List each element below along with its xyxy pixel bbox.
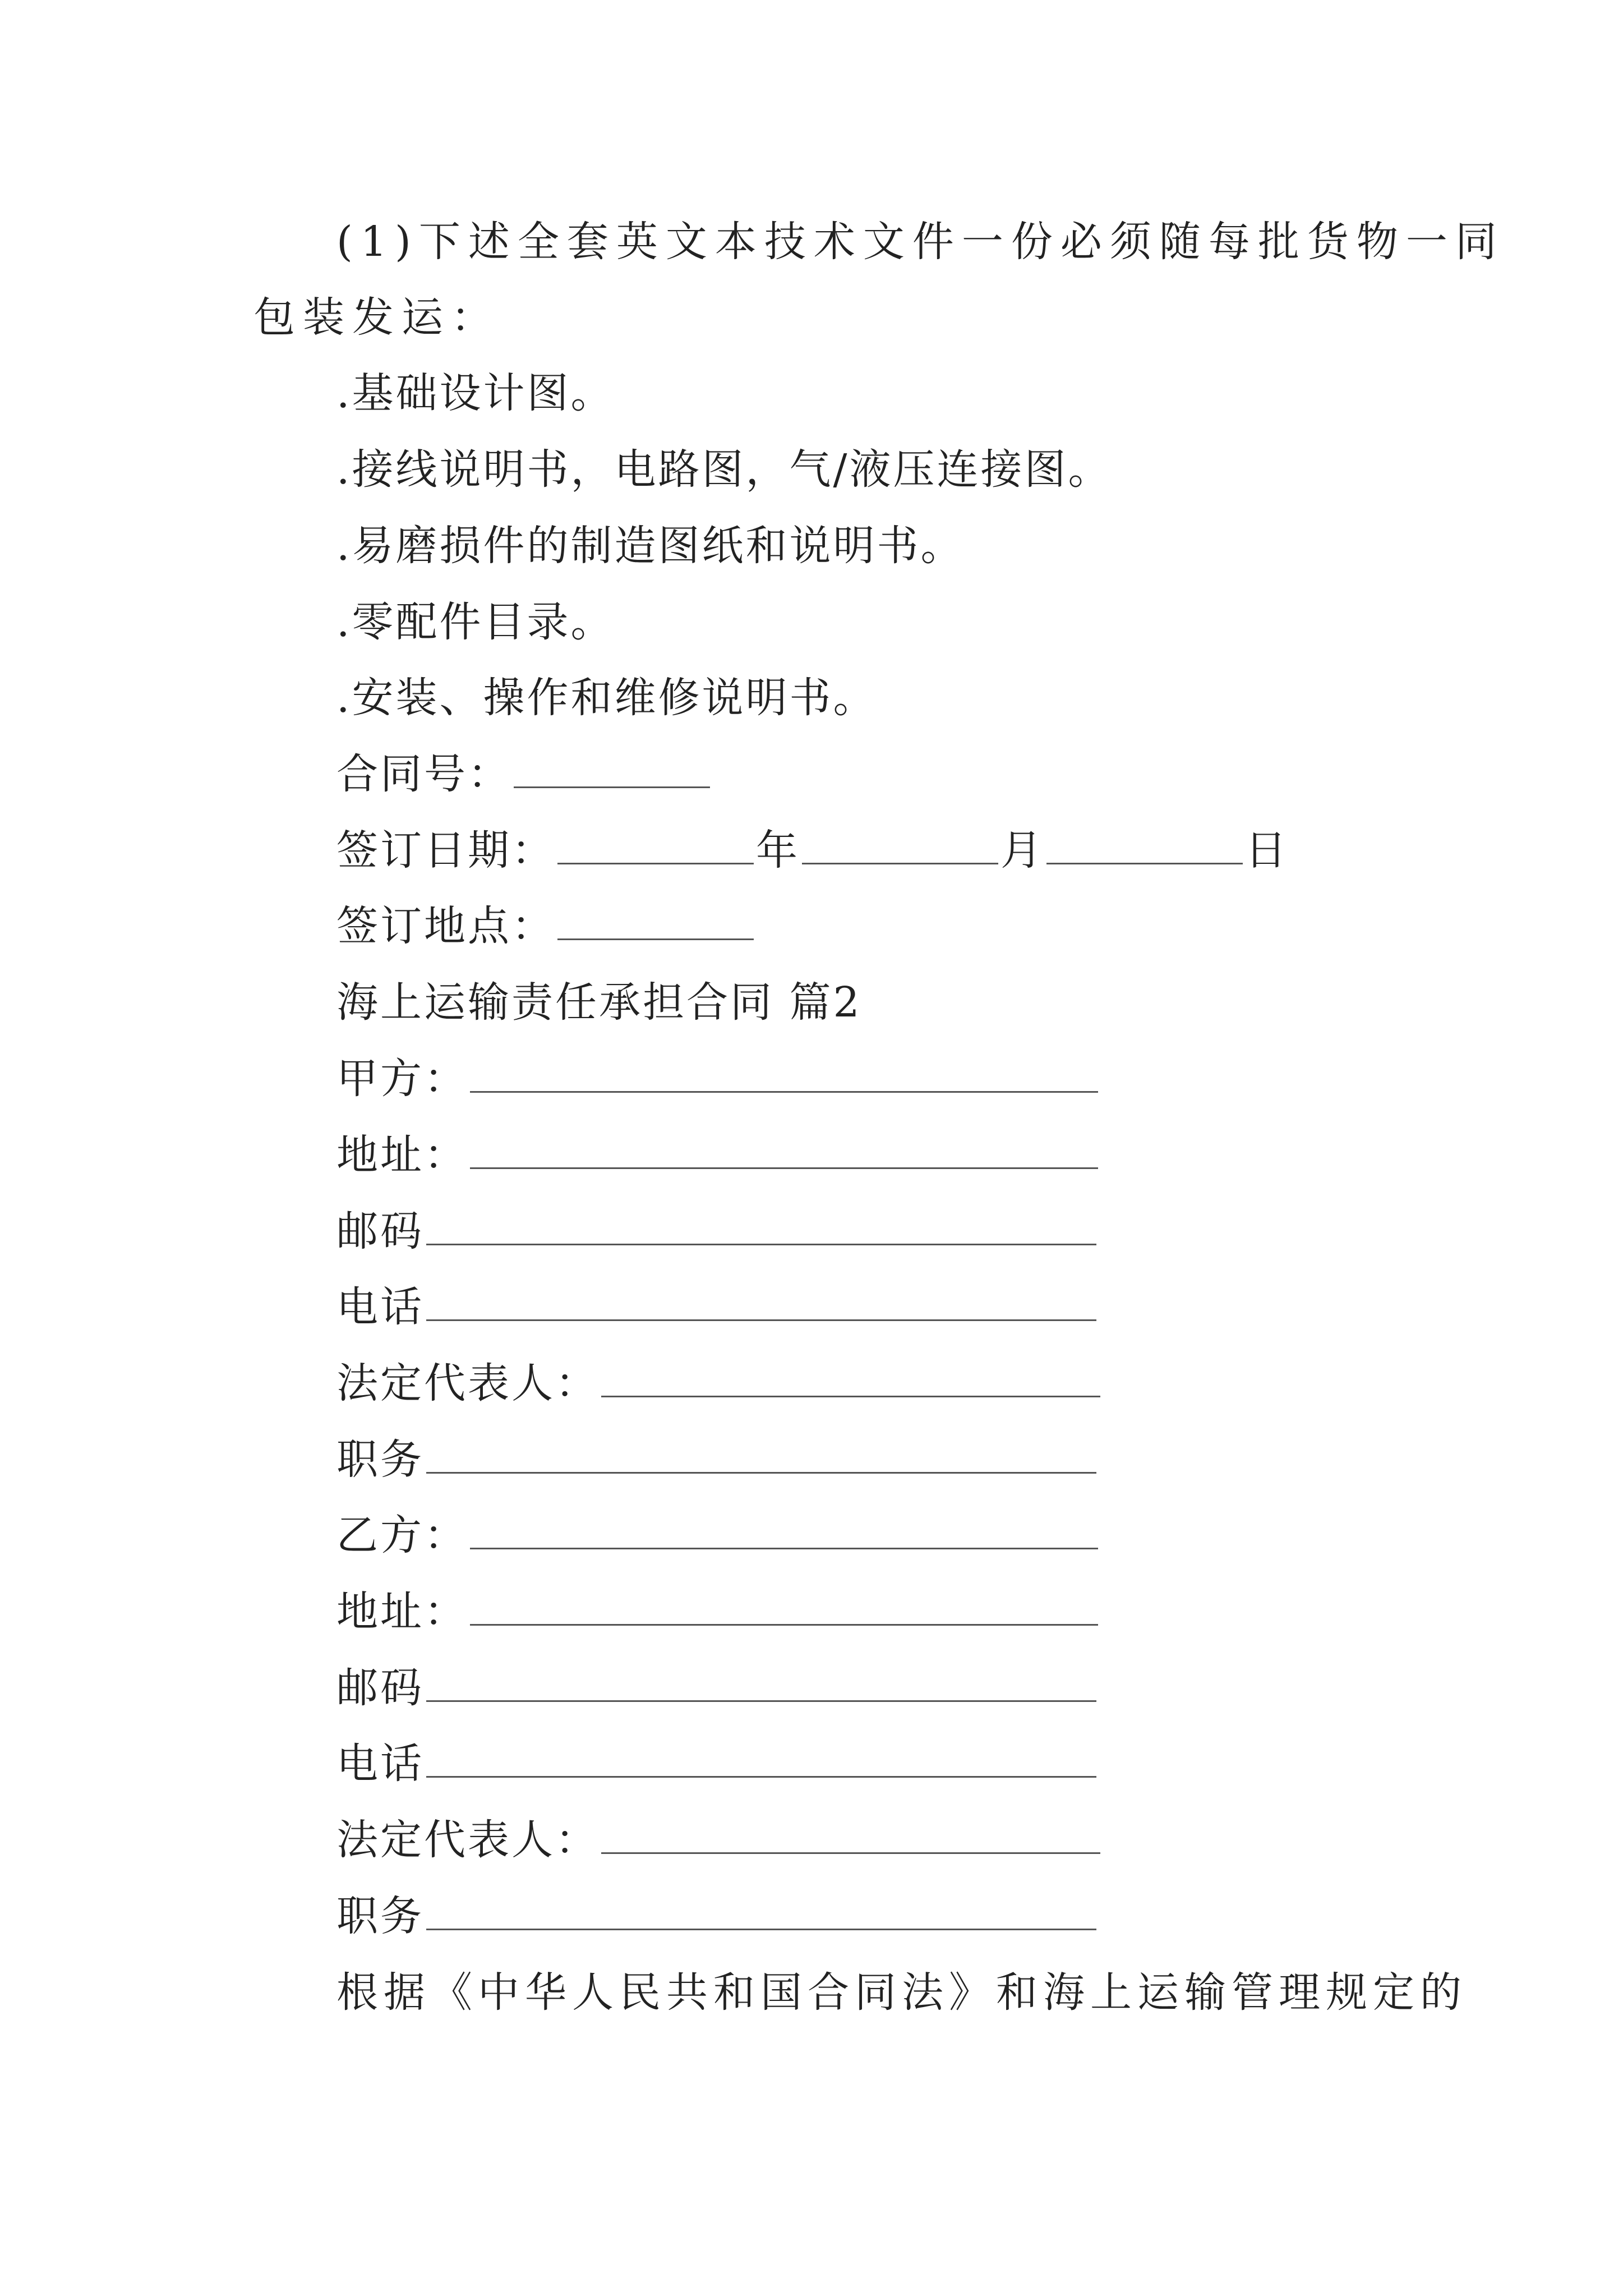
day-label: 日 — [1245, 826, 1289, 875]
party-a-postcode-label: 邮码 — [336, 1207, 424, 1255]
intro-line-1: (1)下述全套英文本技术文件一份必须随每批货物一同 — [336, 218, 1505, 266]
party-b-postcode-label: 邮码 — [336, 1664, 424, 1712]
intro-line-2: 包装发运： — [253, 293, 500, 342]
party-b-legal-rep-row — [336, 1812, 1103, 1868]
party-a-label: 甲方： — [336, 1055, 468, 1103]
party-a-legal-rep-blank — [601, 1362, 1100, 1397]
party-a-address-blank — [470, 1134, 1098, 1169]
party-b-phone-blank — [426, 1742, 1096, 1778]
party-a-position-blank — [426, 1438, 1096, 1474]
party-b-blank — [470, 1514, 1098, 1549]
list-item-install-manual: .安装、操作和维修说明书。 — [336, 674, 877, 722]
party-b-row — [336, 1507, 1100, 1563]
sign-date-label: 签订日期： — [336, 826, 555, 875]
list-item-wiring-manual: .接线说明书，电路图，气/液压连接图。 — [336, 445, 1112, 494]
party-a-row — [336, 1051, 1100, 1107]
list-item-wear-parts: .易磨损件的制造图纸和说明书。 — [336, 522, 965, 570]
party-b-legal-rep-blank — [601, 1819, 1100, 1854]
sign-place-row — [336, 898, 756, 954]
party-a-phone-blank — [426, 1286, 1096, 1321]
party-a-blank — [470, 1057, 1098, 1093]
party-a-phone-row — [336, 1279, 1099, 1335]
contract-number-blank — [514, 753, 710, 788]
month-label: 月 — [1000, 826, 1044, 875]
list-item-design-drawing: .基础设计图。 — [336, 369, 615, 417]
party-a-postcode-blank — [426, 1210, 1096, 1245]
party-b-phone-row — [336, 1736, 1099, 1792]
year-label: 年 — [756, 826, 800, 875]
party-a-postcode-row — [336, 1203, 1099, 1259]
party-b-address-blank — [470, 1590, 1098, 1626]
basis-line: 根据《中华人民共和国合同法》和海上运输管理规定的 — [336, 1968, 1467, 2017]
sign-place-label: 签订地点： — [336, 902, 555, 950]
sign-day-blank — [1046, 829, 1243, 864]
party-b-label: 乙方： — [336, 1511, 468, 1559]
list-item-spare-parts: .零配件目录。 — [336, 598, 615, 646]
party-a-position-row — [336, 1432, 1099, 1488]
party-b-position-label: 职务 — [336, 1892, 424, 1940]
party-a-legal-rep-row — [336, 1355, 1103, 1411]
section-title: 海上运输责任承担合同 篇2 — [336, 978, 862, 1027]
party-b-position-blank — [426, 1895, 1096, 1930]
sign-date-row — [336, 822, 1289, 878]
sign-place-blank — [557, 905, 754, 940]
sign-year-blank — [557, 829, 754, 864]
party-a-address-label: 地址： — [336, 1131, 468, 1179]
party-b-address-row — [336, 1584, 1100, 1640]
sign-month-blank — [802, 829, 998, 864]
party-a-address-row — [336, 1127, 1100, 1183]
party-b-postcode-row — [336, 1660, 1099, 1716]
party-a-phone-label: 电话 — [336, 1283, 424, 1331]
party-b-phone-label: 电话 — [336, 1740, 424, 1788]
party-b-address-label: 地址： — [336, 1588, 468, 1636]
party-b-position-row — [336, 1888, 1099, 1944]
party-a-legal-rep-label: 法定代表人： — [336, 1359, 599, 1407]
contract-number-label: 合同号： — [336, 750, 511, 798]
contract-number-row — [336, 746, 712, 802]
party-b-legal-rep-label: 法定代表人： — [336, 1816, 599, 1864]
party-a-position-label: 职务 — [336, 1435, 424, 1484]
party-b-postcode-blank — [426, 1667, 1096, 1702]
